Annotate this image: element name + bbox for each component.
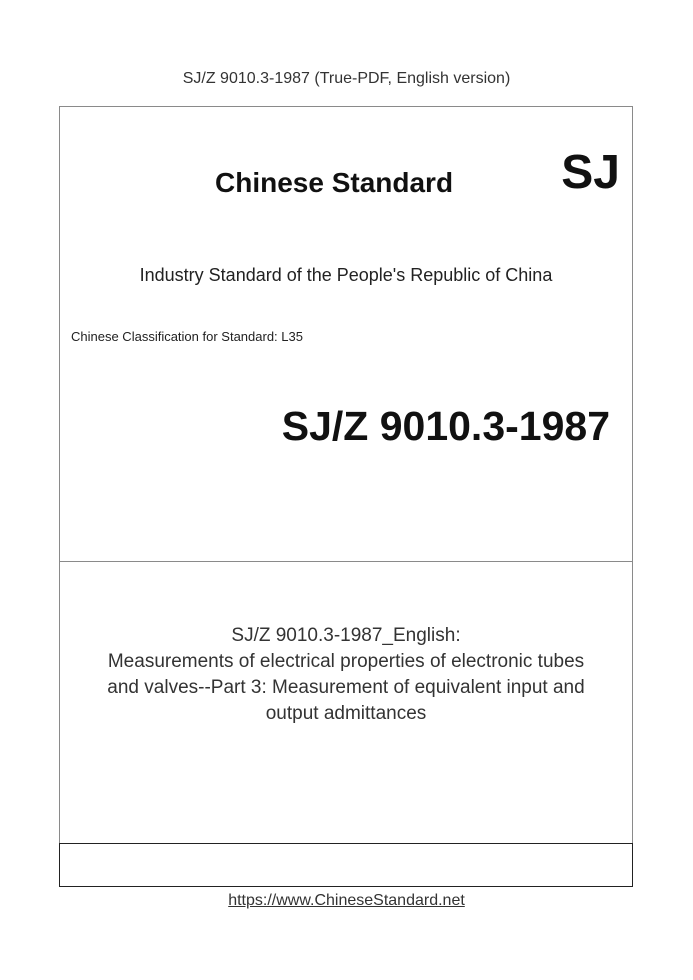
cover-title: Chinese Standard bbox=[215, 167, 454, 198]
document-header: SJ/Z 9010.3-1987 (True-PDF, English version) bbox=[182, 70, 511, 87]
document-title-line: and valves--Part 3: Measurement of equivalent input and bbox=[107, 677, 585, 698]
cover-subtitle: Industry Standard of the People's Republic of China bbox=[139, 265, 553, 285]
cover-panel bbox=[59, 106, 633, 562]
website-link[interactable]: https://www.ChineseStandard.net bbox=[228, 892, 465, 909]
title-panel bbox=[59, 561, 633, 844]
standard-number: SJ/Z 9010.3-1987 bbox=[281, 403, 610, 449]
document-title-line: Measurements of electrical properties of electronic tubes bbox=[107, 651, 585, 672]
document-title-line: output admittances bbox=[265, 703, 427, 724]
classification-label: Chinese Classification for Standard: L35 bbox=[71, 329, 303, 344]
standard-code: SJ bbox=[561, 146, 620, 199]
empty-footer-box bbox=[59, 843, 633, 887]
document-title bbox=[60, 623, 632, 727]
document-title-line: SJ/Z 9010.3-1987_English: bbox=[231, 625, 461, 646]
